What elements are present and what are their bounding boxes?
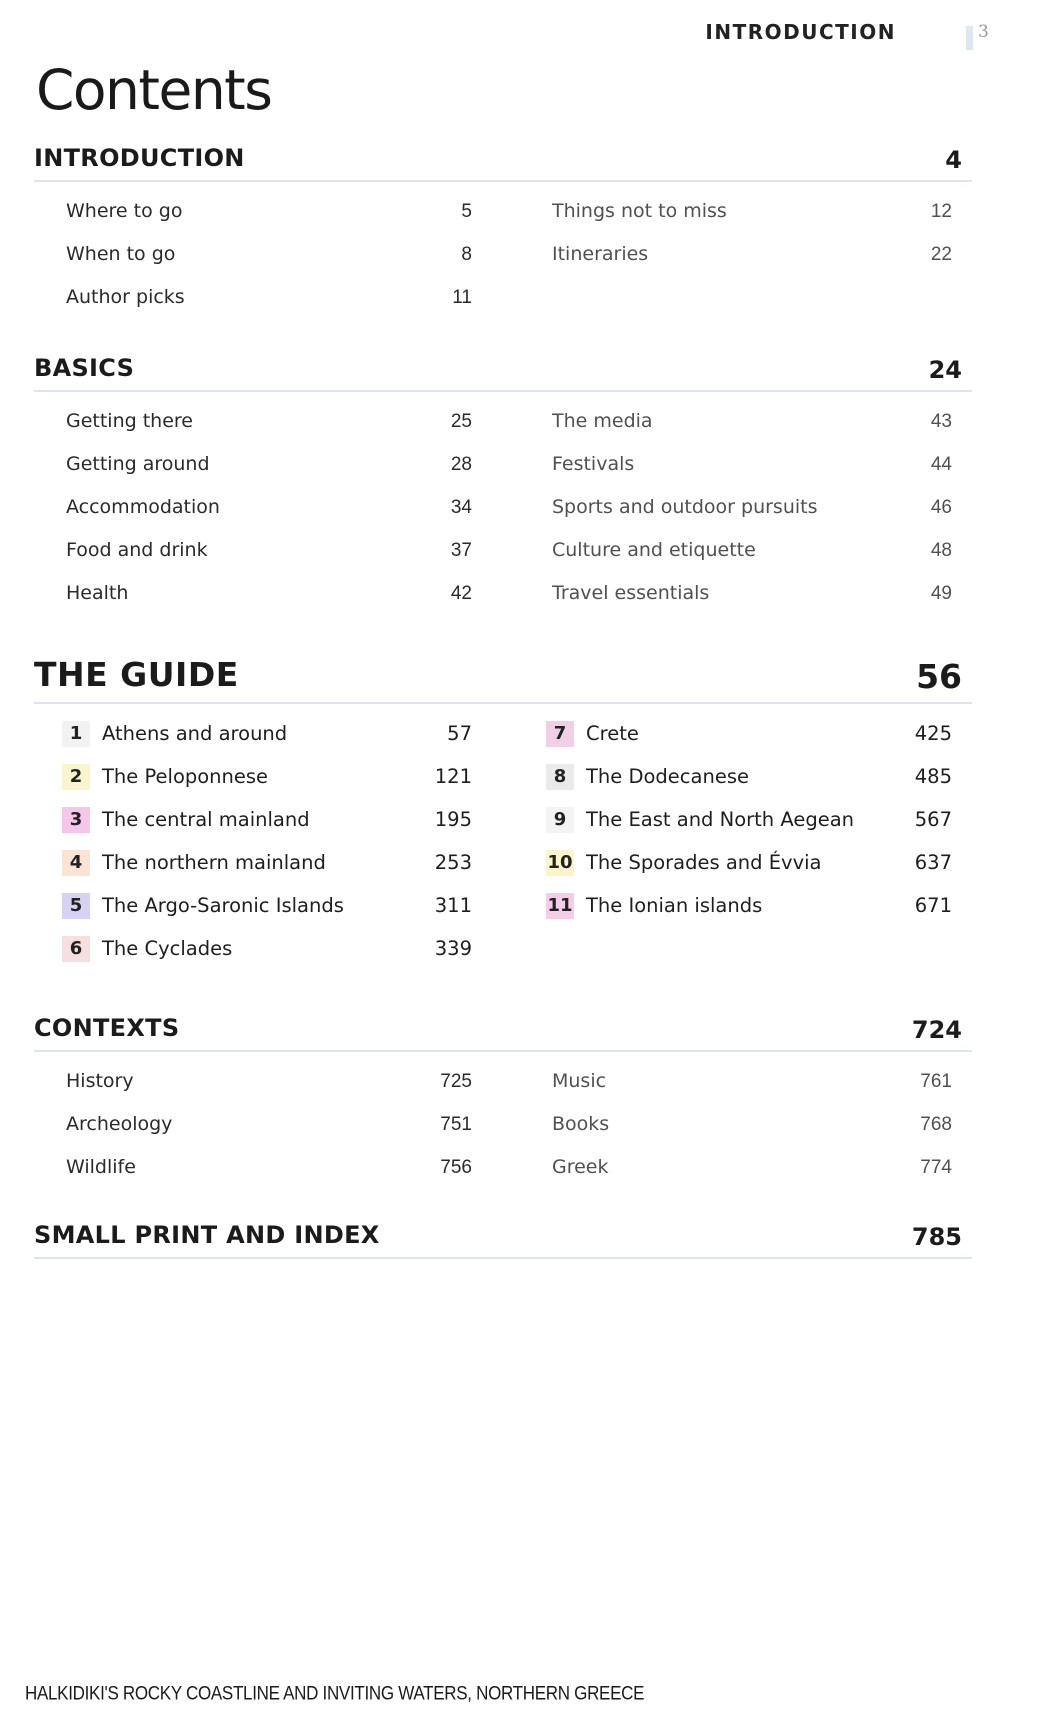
section-header bbox=[34, 1217, 972, 1259]
entry-page: 34 bbox=[450, 497, 472, 518]
entry-label: Festivals bbox=[552, 453, 635, 475]
entry-page: 37 bbox=[450, 540, 472, 561]
section-guide bbox=[34, 652, 972, 960]
entry-label: Getting there bbox=[66, 410, 193, 432]
chapter-label: The Peloponnese bbox=[102, 765, 269, 788]
toc-entry[interactable] bbox=[552, 1146, 952, 1189]
entry-page: 12 bbox=[930, 201, 952, 222]
chapter-number-badge: 10 bbox=[546, 850, 574, 876]
toc-entry[interactable] bbox=[66, 486, 472, 529]
chapter-page: 195 bbox=[434, 808, 472, 831]
toc-entry[interactable] bbox=[66, 443, 472, 486]
toc-entry[interactable] bbox=[66, 572, 472, 615]
entry-label: Sports and outdoor pursuits bbox=[552, 496, 818, 518]
entry-label: The media bbox=[552, 410, 653, 432]
chapter-label: The Dodecanese bbox=[586, 765, 749, 788]
chapter-number-badge: 6 bbox=[62, 936, 90, 962]
toc-entry[interactable] bbox=[552, 233, 952, 276]
entry-page: 44 bbox=[930, 454, 952, 475]
toc-entry[interactable] bbox=[552, 529, 952, 572]
chapter-entry[interactable] bbox=[62, 927, 472, 970]
section-page: 56 bbox=[916, 657, 962, 696]
section-header bbox=[34, 1010, 972, 1052]
chapter-label: The Sporades and Évvia bbox=[586, 851, 822, 874]
chapter-entry[interactable] bbox=[546, 755, 952, 798]
toc-entry[interactable] bbox=[552, 443, 952, 486]
section-page: 24 bbox=[928, 356, 962, 384]
chapter-number-badge: 5 bbox=[62, 893, 90, 919]
entry-page: 43 bbox=[930, 411, 952, 432]
chapter-page: 637 bbox=[914, 851, 952, 874]
toc-entry[interactable] bbox=[552, 400, 952, 443]
chapter-page: 253 bbox=[434, 851, 472, 874]
entry-page: 8 bbox=[461, 244, 472, 265]
chapter-number-badge: 9 bbox=[546, 807, 574, 833]
toc-entry[interactable] bbox=[552, 486, 952, 529]
chapter-label: The northern mainland bbox=[102, 851, 326, 874]
chapter-page: 671 bbox=[914, 894, 952, 917]
chapter-number-badge: 3 bbox=[62, 807, 90, 833]
toc-entry[interactable] bbox=[66, 529, 472, 572]
section-title: BASICS bbox=[34, 354, 135, 382]
chapter-number-badge: 1 bbox=[62, 721, 90, 747]
section-header bbox=[34, 652, 972, 704]
chapter-page: 339 bbox=[434, 937, 472, 960]
running-head-title: INTRODUCTION bbox=[705, 20, 896, 44]
chapter-page: 567 bbox=[914, 808, 952, 831]
page-title: Contents bbox=[36, 58, 272, 122]
entry-label: Health bbox=[66, 582, 129, 604]
toc-entry[interactable] bbox=[66, 1103, 472, 1146]
toc-entry[interactable] bbox=[552, 1060, 952, 1103]
toc-entry[interactable] bbox=[66, 400, 472, 443]
entry-page: 11 bbox=[452, 287, 472, 308]
toc-entry[interactable] bbox=[66, 233, 472, 276]
toc-entry[interactable] bbox=[552, 190, 952, 233]
chapter-entry[interactable] bbox=[62, 755, 472, 798]
chapter-number-badge: 2 bbox=[62, 764, 90, 790]
toc-entry[interactable] bbox=[552, 1103, 952, 1146]
section-page: 4 bbox=[945, 146, 962, 174]
entry-label: Archeology bbox=[66, 1113, 173, 1135]
entry-page: 22 bbox=[930, 244, 952, 265]
entry-label: Travel essentials bbox=[552, 582, 710, 604]
entry-label: Music bbox=[552, 1070, 607, 1092]
chapter-entry[interactable] bbox=[546, 841, 952, 884]
chapter-label: The Ionian islands bbox=[586, 894, 763, 917]
section-title: SMALL PRINT AND INDEX bbox=[34, 1221, 380, 1249]
chapter-entry[interactable] bbox=[546, 884, 952, 927]
section-introduction bbox=[34, 140, 972, 308]
section-header bbox=[34, 140, 972, 182]
chapter-page: 485 bbox=[914, 765, 952, 788]
chapter-entry[interactable] bbox=[546, 712, 952, 755]
entry-page: 761 bbox=[920, 1071, 952, 1092]
chapter-label: The central mainland bbox=[102, 808, 310, 831]
entry-page: 49 bbox=[930, 583, 952, 604]
entry-label: Itineraries bbox=[552, 243, 649, 265]
entry-page: 42 bbox=[450, 583, 472, 604]
section-header bbox=[34, 350, 972, 392]
chapter-page: 425 bbox=[914, 722, 952, 745]
entry-page: 774 bbox=[920, 1157, 952, 1178]
entry-page: 48 bbox=[930, 540, 952, 561]
chapter-entry[interactable] bbox=[62, 841, 472, 884]
entry-label: Author picks bbox=[66, 286, 185, 308]
chapter-number-badge: 8 bbox=[546, 764, 574, 790]
entry-label: Food and drink bbox=[66, 539, 208, 561]
entry-page: 25 bbox=[450, 411, 472, 432]
chapter-number-badge: 7 bbox=[546, 721, 574, 747]
section-title: INTRODUCTION bbox=[34, 144, 245, 172]
chapter-label: Athens and around bbox=[102, 722, 288, 745]
entry-label: When to go bbox=[66, 243, 176, 265]
chapter-label: Crete bbox=[586, 722, 639, 745]
photo-caption: HALKIDIKI'S ROCKY COASTLINE AND INVITING WATERS, NORTHERN GREECE bbox=[25, 1682, 645, 1704]
entry-label: Things not to miss bbox=[552, 200, 727, 222]
running-head-page-number: 3 bbox=[978, 22, 989, 42]
entry-page: 46 bbox=[930, 497, 952, 518]
toc-entry[interactable] bbox=[552, 572, 952, 615]
section-title: THE GUIDE bbox=[34, 655, 239, 694]
chapter-entry[interactable] bbox=[546, 798, 952, 841]
section-title: CONTEXTS bbox=[34, 1014, 180, 1042]
chapter-number-badge: 4 bbox=[62, 850, 90, 876]
section-contexts bbox=[34, 1010, 972, 1178]
chapter-label: The East and North Aegean bbox=[586, 808, 855, 831]
chapter-label: The Cyclades bbox=[102, 937, 233, 960]
section-page: 785 bbox=[911, 1223, 962, 1251]
chapter-label: The Argo-Saronic Islands bbox=[102, 894, 344, 917]
section-basics bbox=[34, 350, 972, 604]
entry-label: Where to go bbox=[66, 200, 183, 222]
running-head-bar bbox=[966, 26, 973, 50]
entry-page: 28 bbox=[450, 454, 472, 475]
chapter-page: 121 bbox=[434, 765, 472, 788]
entry-label: Getting around bbox=[66, 453, 210, 475]
chapter-number-badge: 11 bbox=[546, 893, 574, 919]
entry-page: 751 bbox=[440, 1114, 472, 1135]
chapter-page: 311 bbox=[434, 894, 472, 917]
toc-entry[interactable] bbox=[66, 1146, 472, 1189]
toc-entry[interactable] bbox=[66, 276, 472, 319]
entry-label: Accommodation bbox=[66, 496, 220, 518]
entry-label: Culture and etiquette bbox=[552, 539, 756, 561]
chapter-entry[interactable] bbox=[62, 884, 472, 927]
entry-page: 5 bbox=[461, 201, 472, 222]
chapter-entry[interactable] bbox=[62, 798, 472, 841]
entry-label: Wildlife bbox=[66, 1156, 136, 1178]
toc-entry[interactable] bbox=[66, 1060, 472, 1103]
section-small-print[interactable] bbox=[34, 1217, 972, 1259]
entry-label: Greek bbox=[552, 1156, 609, 1178]
chapter-page: 57 bbox=[447, 722, 472, 745]
entry-page: 756 bbox=[440, 1157, 472, 1178]
entry-page: 725 bbox=[440, 1071, 472, 1092]
chapter-entry[interactable] bbox=[62, 712, 472, 755]
section-page: 724 bbox=[911, 1016, 962, 1044]
entry-label: Books bbox=[552, 1113, 610, 1135]
entry-label: History bbox=[66, 1070, 134, 1092]
entry-page: 768 bbox=[920, 1114, 952, 1135]
toc-entry[interactable] bbox=[66, 190, 472, 233]
